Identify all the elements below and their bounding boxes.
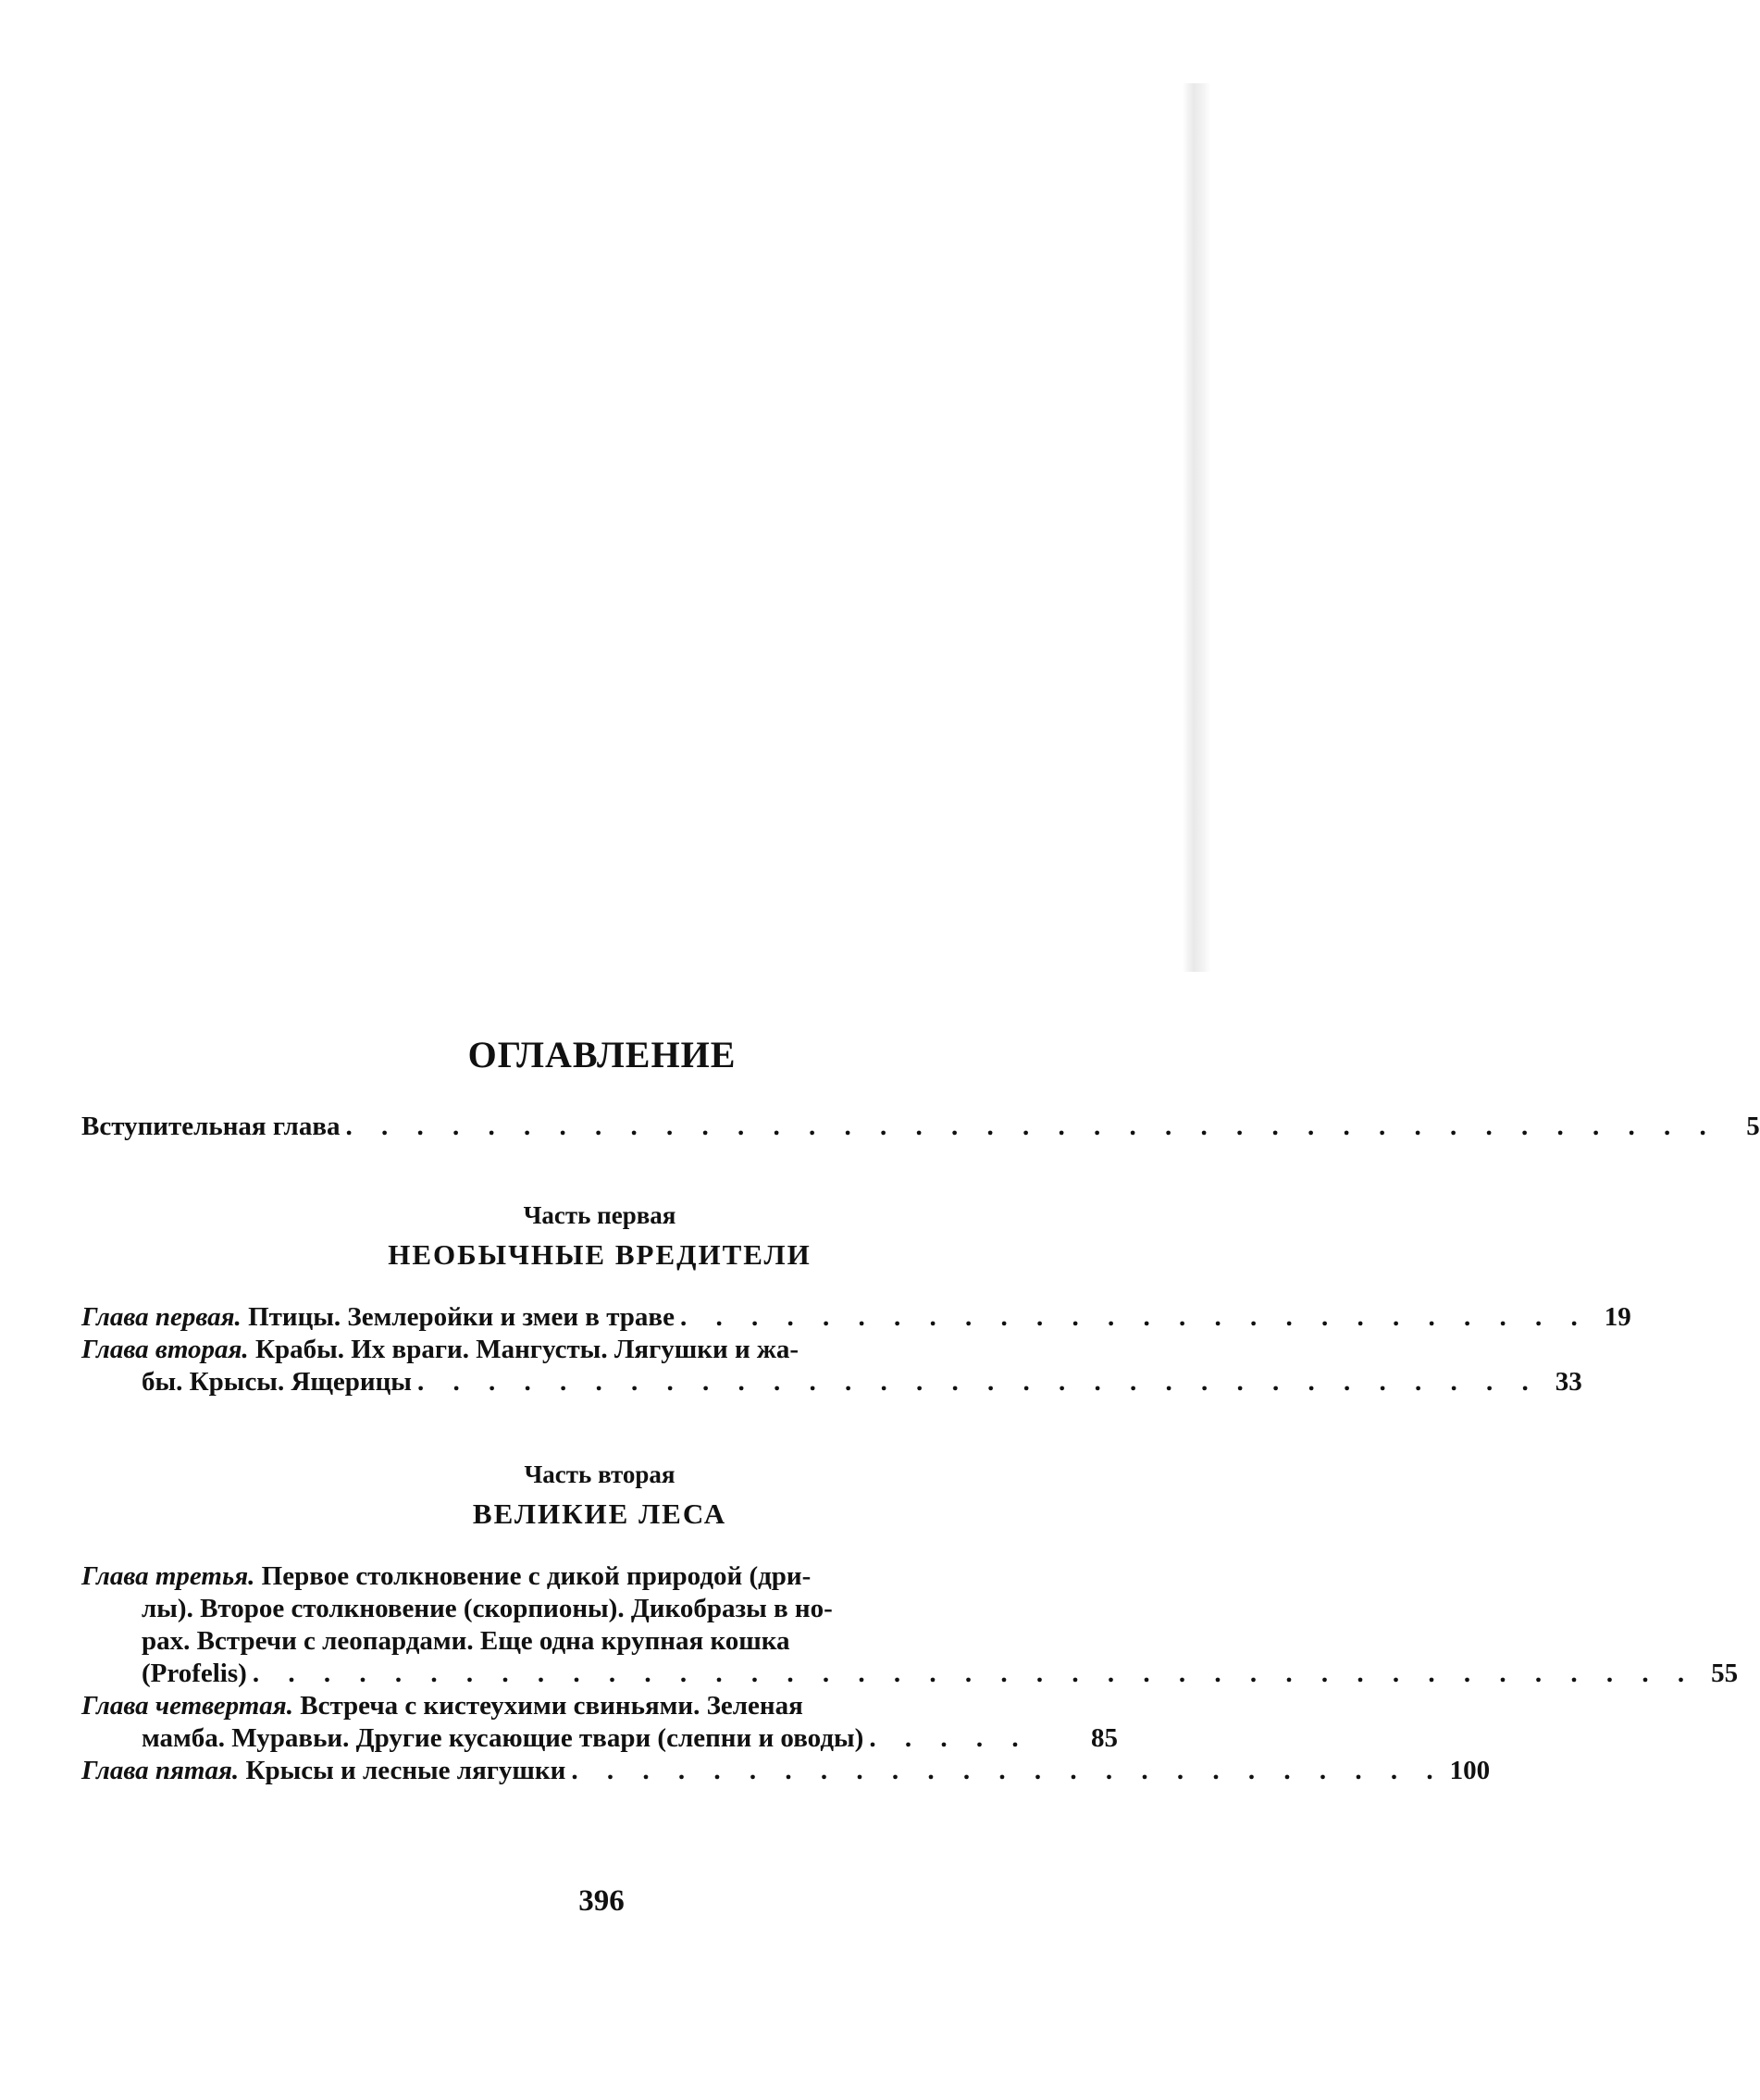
chapter-title-cont: (Profelis): [142, 1659, 247, 1688]
entry-page-number: 19: [1604, 1302, 1631, 1332]
leader-dots: . . . . . . . . . . . . . . . . . . . . . . . . . . . . . . . . . . . . . . . . .: [252, 1659, 1696, 1688]
chapter-title-cont: лы). Второе столкновение (скорпионы). Дикобразы в но-: [142, 1594, 833, 1623]
toc-entry-chapter-5[interactable]: [81, 1755, 1491, 1787]
page-fold-shadow: [1183, 83, 1210, 972]
entry-page-number: 55: [1711, 1659, 1739, 1688]
table-of-contents: [81, 1027, 1760, 1787]
part-label: Часть первая: [523, 1201, 676, 1229]
chapter-title: Птицы. Землеройки и змеи в траве: [248, 1302, 675, 1332]
toc-entry-chapter-4[interactable]: [81, 1690, 1118, 1755]
chapter-title: Крысы и лесные лягушки: [245, 1756, 566, 1785]
chapter-label: Глава третья.: [81, 1561, 255, 1591]
chapter-title: Встреча с кистеухими свиньями. Зеленая: [300, 1691, 803, 1721]
part-title: НЕОБЫЧНЫЕ ВРЕДИТЕЛИ: [388, 1238, 812, 1271]
toc-entry-chapter-1[interactable]: [81, 1301, 1631, 1334]
leader-dots: . . . . . . . . . . . . . . . . . . . . . . . . . . . . . . . . . . . . . . .: [345, 1112, 1717, 1141]
chapter-title-cont: рах. Встречи с леопардами. Еще одна крупная кошка: [142, 1626, 790, 1656]
toc-entry-intro[interactable]: [81, 1111, 1760, 1143]
toc-entry-chapter-2[interactable]: [81, 1334, 1582, 1398]
part-title: ВЕЛИКИЕ ЛЕСА: [472, 1497, 727, 1530]
toc-entry-chapter-3[interactable]: [81, 1560, 1739, 1690]
chapter-title-cont: бы. Крысы. Ящерицы: [142, 1367, 412, 1397]
entry-page-number: 85: [1091, 1723, 1118, 1753]
part-label: Часть вторая: [524, 1460, 675, 1488]
leader-dots: . . . . . . . . . . . . . . . . . . . . . . . . .: [571, 1756, 1444, 1785]
leader-dots: . . . . . . . . . . . . . . . . . . . . . . . . . . . . . . . .: [416, 1367, 1540, 1397]
entry-page-number: 100: [1449, 1756, 1491, 1785]
chapter-title-cont: мамба. Муравьи. Другие кусающие твари (слепни и оводы): [142, 1723, 864, 1753]
chapter-label: Глава четвертая.: [81, 1691, 293, 1721]
entry-page-number: 5: [1746, 1112, 1760, 1141]
leader-dots: . . . . .: [869, 1723, 1030, 1753]
chapter-label: Глава первая.: [81, 1302, 242, 1332]
entry-label: Вступительная глава: [81, 1112, 341, 1141]
chapter-label: Глава пятая.: [81, 1756, 240, 1785]
leader-dots: . . . . . . . . . . . . . . . . . . . . . . . . . .: [679, 1302, 1589, 1332]
chapter-title: Первое столкновение с дикой природой (дри-: [261, 1561, 812, 1591]
toc-title: ОГЛАВЛЕНИЕ: [467, 1034, 737, 1075]
chapter-label: Глава вторая.: [81, 1335, 249, 1364]
page-number: 396: [578, 1884, 625, 1918]
entry-page-number: 33: [1555, 1367, 1582, 1397]
chapter-title: Крабы. Их враги. Мангусты. Лягушки и жа-: [254, 1335, 799, 1364]
